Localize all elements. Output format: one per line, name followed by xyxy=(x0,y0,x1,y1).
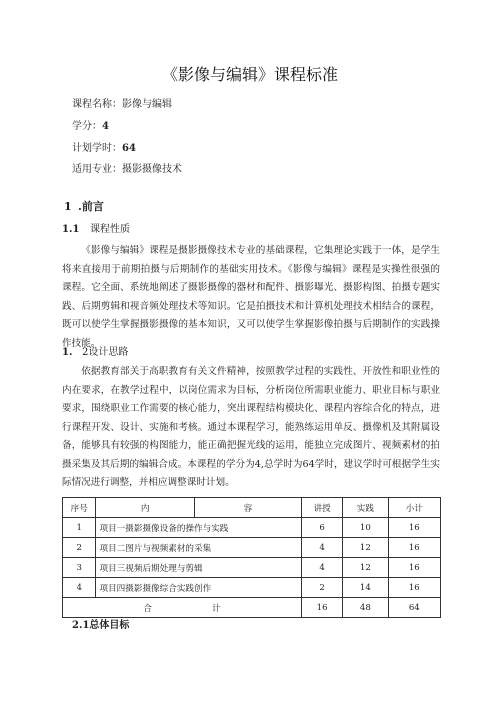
subsection-2-1-title: 总体目标 xyxy=(89,620,130,631)
major-value: 摄影摄像技术 xyxy=(122,164,182,175)
header-cell-practice: 实践 xyxy=(343,498,388,518)
header-cell-content-a: 内 xyxy=(96,498,194,518)
table-row xyxy=(63,578,441,598)
row-subtotal: 16 xyxy=(388,538,440,558)
total-label-cell xyxy=(63,598,302,618)
header-cell-lecture: 讲授 xyxy=(302,498,343,518)
row-lecture: 2 xyxy=(302,578,343,598)
meta-major xyxy=(72,163,182,176)
section-1-title: .前言 xyxy=(78,200,104,213)
total-subtotal: 64 xyxy=(388,598,440,618)
row-subtotal: 16 xyxy=(388,558,440,578)
row-subtotal: 16 xyxy=(388,518,440,538)
credit-value: 4 xyxy=(102,121,109,132)
row-content: 项目一摄影摄像设备的操作与实践 xyxy=(96,518,302,538)
row-practice: 12 xyxy=(343,538,388,558)
header-cell-content-b: 容 xyxy=(194,498,301,518)
paragraph-design-idea: 依据教育部关于高职教育有关文件精神，按照教学过程的实践性、开放性和职业性的内在要求，在教学过程中，以岗位需求为目标，分析岗位所需职业能力、职业目标与职业要求，围绕职业工作需要的核心能力，突出课程结构模块化、课程内容综合化的特点，进行课程开发、设计、实施和考核。通过本课程学习，能熟练运用单反、摄像机及其附属设备，能够具有较强的构图能力，能正确把握光线的运用，能独立完成图片、视频素材的拍摄采集及其后期的编辑合成。本课程的学分为4,总学时为64学时，建议学时可根据学生实际情况进行调整，并相应调整课时计划。 xyxy=(62,366,440,488)
table-row xyxy=(63,518,441,538)
total-practice: 48 xyxy=(343,598,388,618)
subsection-1-1-num: 1.1 xyxy=(62,224,80,235)
subsection-2-1-num: 2.1 xyxy=(72,620,90,631)
subsection-1-2-num: 1. xyxy=(62,347,73,358)
subsection-heading-1-2 xyxy=(62,343,128,358)
subsection-heading-2-1 xyxy=(72,616,129,631)
major-label: 适用专业： xyxy=(72,164,122,175)
subsection-1-2-title: 2设计思路 xyxy=(82,347,129,358)
row-content: 项目四摄影摄像综合实践创作 xyxy=(96,578,302,598)
total-label-a: 合 xyxy=(143,603,152,614)
course-name-label: 课程名称： xyxy=(72,99,122,110)
total-label-b: 计 xyxy=(212,603,221,614)
meta-hours xyxy=(72,142,136,155)
row-lecture: 4 xyxy=(302,538,343,558)
row-index: 3 xyxy=(63,558,96,578)
meta-course-name xyxy=(72,98,172,111)
row-lecture: 6 xyxy=(302,518,343,538)
row-index: 1 xyxy=(63,518,96,538)
credit-label: 学分： xyxy=(72,121,102,132)
row-practice: 14 xyxy=(343,578,388,598)
row-content: 项目三视频后期处理与剪辑 xyxy=(96,558,302,578)
header-cell-index: 序号 xyxy=(63,498,96,518)
subsection-heading-1-1 xyxy=(62,220,130,235)
subsection-1-1-title: 课程性质 xyxy=(90,224,130,235)
row-lecture: 4 xyxy=(302,558,343,578)
row-index: 4 xyxy=(63,578,96,598)
section-heading-1 xyxy=(64,198,104,214)
row-subtotal: 16 xyxy=(388,578,440,598)
total-lecture: 16 xyxy=(302,598,343,618)
table-header-row xyxy=(63,498,441,518)
table-total-row xyxy=(63,598,441,618)
header-cell-subtotal: 小计 xyxy=(388,498,440,518)
hours-value: 64 xyxy=(122,143,136,154)
row-practice: 12 xyxy=(343,558,388,578)
section-1-num: 1 xyxy=(64,200,72,213)
hours-label: 计划学时： xyxy=(72,143,122,154)
course-name-value: 影像与编辑 xyxy=(122,99,172,110)
row-content: 项目二图片与视频素材的采集 xyxy=(96,538,302,558)
row-index: 2 xyxy=(63,538,96,558)
meta-credit xyxy=(72,120,109,133)
table-row xyxy=(63,558,441,578)
row-practice: 10 xyxy=(343,518,388,538)
course-hours-table xyxy=(62,497,441,618)
paragraph-course-nature: 《影像与编辑》课程是摄影摄像技术专业的基础课程，它集理论实践于一体，是学生将来直接用于前期拍摄与后期制作的基础实用技术。《影像与编辑》课程是实操性很强的课程。它全面、系统地阐述了摄影摄像的器材和配件、摄影曝光、摄影构图、拍摄专题实践、后期剪辑和视音频处理技术等知识。它是拍摄技术和计算机处理技术相结合的课程，既可以使学生掌握摄影摄像的基本知识，又可以使学生掌握影像拍摄与后期制作的实践操作技能。 xyxy=(62,245,440,349)
page-title: 《影像与编辑》课程标准 xyxy=(161,65,338,84)
table-row xyxy=(63,538,441,558)
